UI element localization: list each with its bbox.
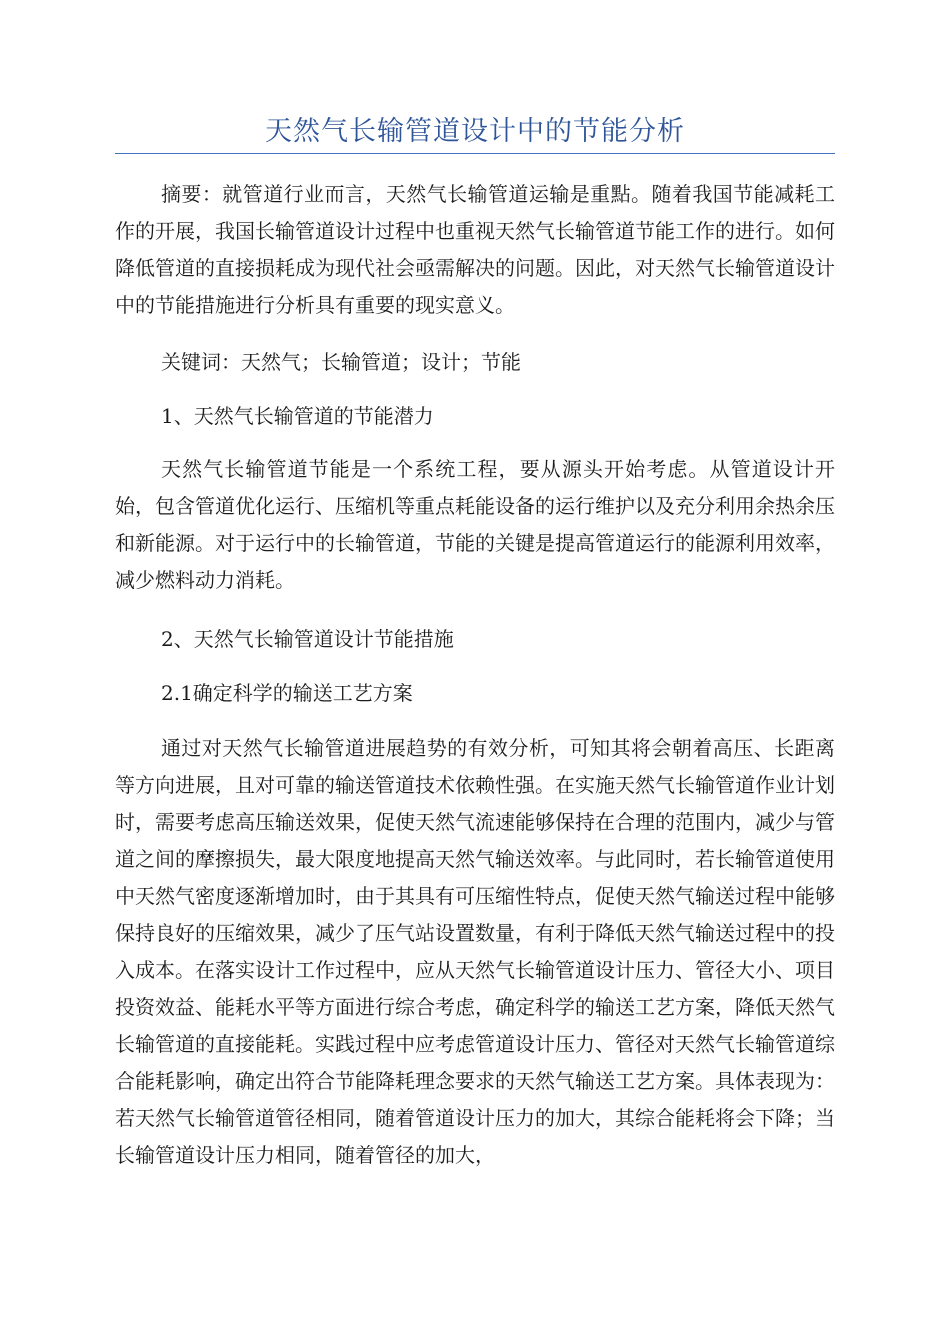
section-2-1-heading: 2.1确定科学的输送工艺方案 (161, 681, 413, 705)
title-underline (115, 153, 835, 154)
abstract-paragraph: 摘要：就管道行业而言，天然气长输管道运输是重點。随着我国节能减耗工作的开展，我国长输管道设计过程中也重视天然气长输管道节能工作的进行。如何降低管道的直接损耗成为现代社会亟需解决的问题。因此，对天然气长输管道设计中的节能措施进行分析具有重要的现实意义。 (115, 182, 835, 317)
section-1-heading: 1、天然气长输管道的节能潜力 (161, 404, 434, 428)
keywords-line: 关键词：天然气；长输管道；设计；节能 (161, 350, 521, 374)
section-2-1-paragraph: 通过对天然气长输管道进展趋势的有效分析，可知其将会朝着高压、长距离等方向进展，且对可靠的输送管道技术依赖性强。在实施天然气长输管道作业计划时，需要考虑高压输送效果，促使天然气流速能够保持在合理的范围内，减少与管道之间的摩擦损失，最大限度地提高天然气输送效率。与此同时，若长输管道使用中天然气密度逐渐增加时，由于其具有可压缩性特点，促使天然气输送过程中能够保持良好的压缩效果，减少了压气站设置数量，有利于降低天然气输送过程中的投入成本。在落实设计工作过程中，应从天然气长输管道设计压力、管径大小、项目投资效益、能耗水平等方面进行综合考虑，确定科学的输送工艺方案，降低天然气长输管道的直接能耗。实践过程中应考虑管道设计压力、管径对天然气长输管道综合能耗影响，确定出符合节能降耗理念要求的天然气输送工艺方案。具体表现为：若天然气长输管道管径相同，随着管道设计压力的加大，其综合能耗将会下降；当长输管道设计压力相同，随着管径的加大， (115, 736, 835, 1167)
page-title: 天然气长输管道设计中的节能分析 (265, 116, 685, 147)
section-1-paragraph: 天然气长输管道节能是一个系统工程，要从源头开始考虑。从管道设计开始，包含管道优化运行、压缩机等重点耗能设备的运行维护以及充分利用余热余压和新能源。对于运行中的长输管道，节能的关键是提高管道运行的能源利用效率，减少燃料动力消耗。 (115, 457, 835, 592)
section-2-heading: 2、天然气长输管道设计节能措施 (161, 627, 454, 651)
